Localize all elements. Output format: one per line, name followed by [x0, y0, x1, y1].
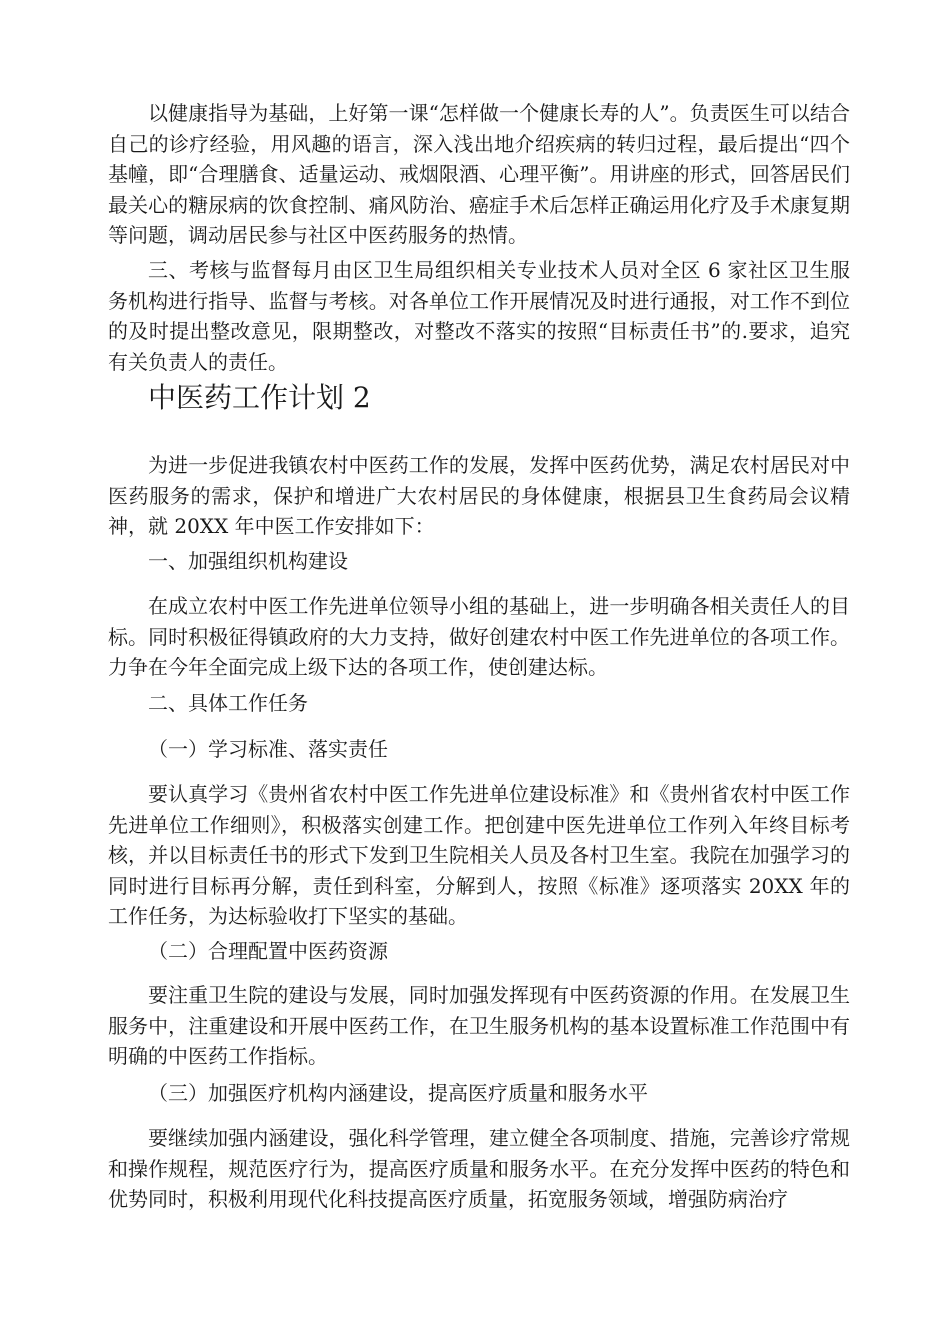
paragraph-quality: 要继续加强内涵建设，强化科学管理，建立健全各项制度、措施，完善诊疗常规和操作规程，规范医疗行为，提高医疗质量和服务水平。在充分发挥中医药的特色和优势同时，积极利用现代化科技提高医疗质量，拓宽服务领域，增强防病治疗	[108, 1126, 850, 1211]
subheading-standards: （一）学习标准、落实责任	[148, 737, 388, 761]
subheading-tasks: 二、具体工作任务	[148, 691, 308, 715]
subheading-quality: （三）加强医疗机构内涵建设，提高医疗质量和服务水平	[148, 1081, 648, 1105]
paragraph-assessment-supervision: 三、考核与监督每月由区卫生局组织相关专业技术人员对全区 6 家社区卫生服务机构进行指导、监督与考核。对各单位工作开展情况及时进行通报，对工作不到位的及时提出整改意见，限期整改，对整改不落实的按照“目标责任书”的.要求，追究有关负责人的责任。	[108, 258, 850, 374]
paragraph-health-guidance: 以健康指导为基础，上好第一课“怎样做一个健康长寿的人”。负责医生可以结合自己的诊疗经验，用风趣的语言，深入浅出地介绍疾病的转归过程，最后提出“四个基幢，即“合理膳食、适量运动、戒烟限酒、心理平衡”。用讲座的形式，回答居民们最关心的糖尿病的饮食控制、痛风防治、癌症手术后怎样正确运用化疗及手术康复期等问题，调动居民参与社区中医药服务的热情。	[108, 101, 850, 247]
paragraph-introduction: 为进一步促进我镇农村中医药工作的发展，发挥中医药优势，满足农村居民对中医药服务的需求，保护和增进广大农村居民的身体健康，根据县卫生食药局会议精神，就 20XX 年中医工作安排如下：	[108, 453, 850, 538]
paragraph-standards: 要认真学习《贵州省农村中医工作先进单位建设标准》和《贵州省农村中医工作先进单位工作细则》，积极落实创建工作。把创建中医先进单位工作列入年终目标考核，并以目标责任书的形式下发到卫生院相关人员及各村卫生室。我院在加强学习的同时进行目标再分解，责任到科室，分解到人，按照《标准》逐项落实 20XX 年的工作任务，为达标验收打下坚实的基础。	[108, 782, 850, 928]
paragraph-resources: 要注重卫生院的建设与发展，同时加强发挥现有中医药资源的作用。在发展卫生服务中，注重建设和开展中医药工作，在卫生服务机构的基本设置标准工作范围中有明确的中医药工作指标。	[108, 983, 850, 1068]
subheading-organization: 一、加强组织机构建设	[148, 549, 348, 573]
paragraph-organization: 在成立农村中医工作先进单位领导小组的基础上，进一步明确各相关责任人的目标。同时积极征得镇政府的大力支持，做好创建农村中医工作先进单位的各项工作。力争在今年全面完成上级下达的各项工作，使创建达标。	[108, 594, 850, 679]
subheading-resources: （二）合理配置中医药资源	[148, 939, 388, 963]
section-heading: 中医药工作计划 2	[148, 381, 371, 414]
